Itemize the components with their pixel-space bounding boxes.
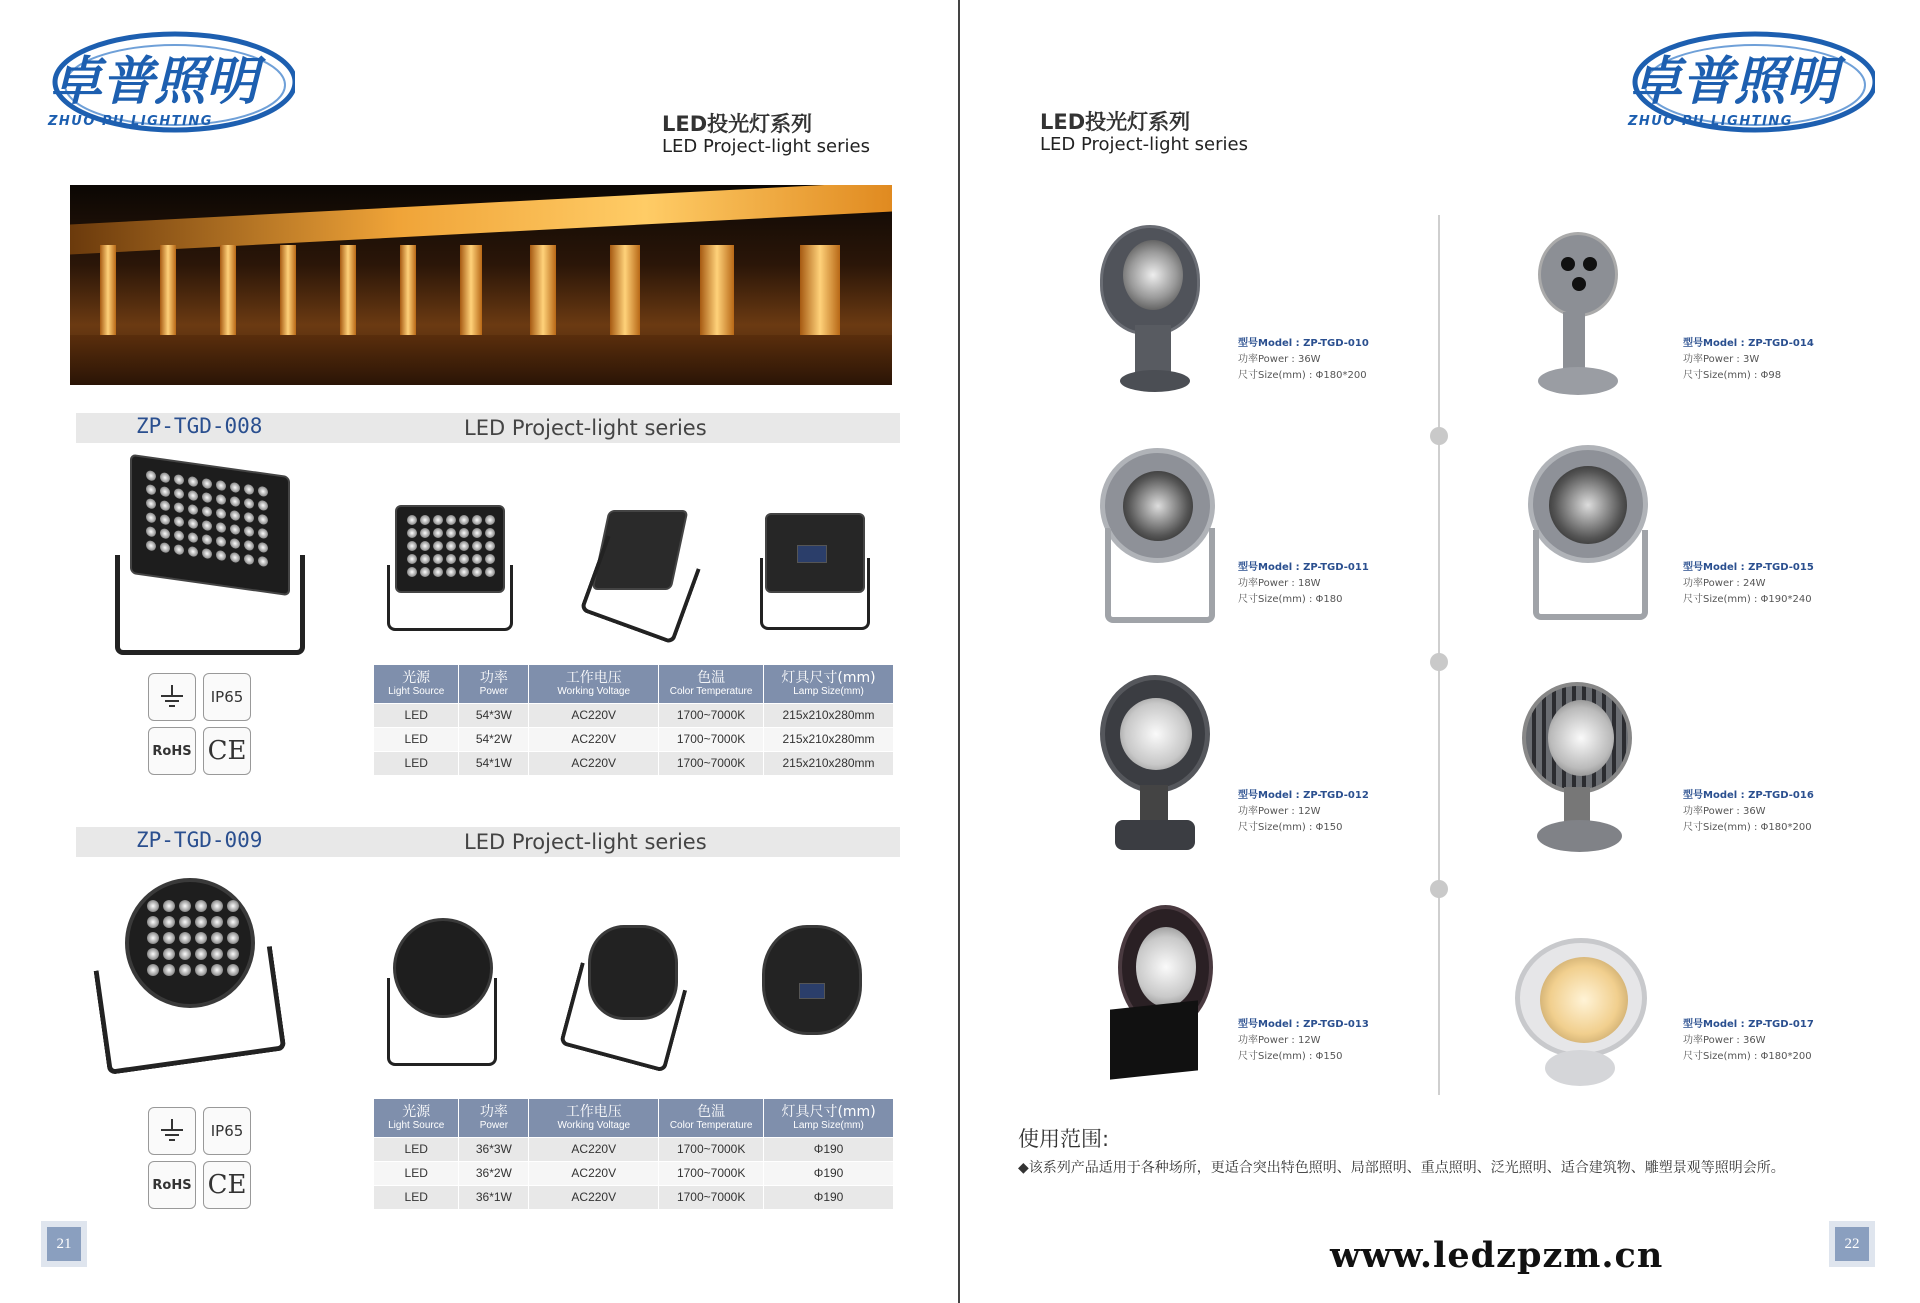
product-size: 尺寸Size(mm) : Φ150 <box>1238 822 1343 833</box>
section-model: ZP-TGD-008 <box>136 414 263 438</box>
product-image-013 <box>1108 905 1218 1077</box>
table-cell: 54*1W <box>459 751 529 775</box>
column-header: 工作电压 Working Voltage <box>529 1099 659 1137</box>
ground-icon <box>148 673 196 721</box>
series-title-cn: LED投光灯系列 <box>662 112 813 136</box>
series-title-cn: LED投光灯系列 <box>1040 110 1191 134</box>
divider-dot <box>1430 653 1448 671</box>
divider-dot <box>1430 427 1448 445</box>
product-image-side-009 <box>548 925 703 1065</box>
left-page <box>0 0 958 1303</box>
table-cell: LED <box>374 727 459 751</box>
product-image-012 <box>1100 675 1215 855</box>
column-header: 灯具尺寸(mm) Lamp Size(mm) <box>764 665 894 703</box>
product-spec-015 <box>1683 560 1814 608</box>
table-header-row <box>374 1099 894 1137</box>
series-title-en: LED Project-light series <box>662 136 870 157</box>
divider-dot <box>1430 880 1448 898</box>
product-power: 功率Power : 12W <box>1238 1035 1321 1046</box>
section-model: ZP-TGD-009 <box>136 828 263 852</box>
table-cell: LED <box>374 703 459 727</box>
table-cell: 215x210x280mm <box>764 727 894 751</box>
table-cell: AC220V <box>529 1185 659 1209</box>
brand-name-en: ZHUO PU LIGHTING <box>1628 114 1793 129</box>
brand-logo <box>40 30 295 140</box>
table-cell: LED <box>374 1137 459 1161</box>
table-row <box>374 1137 894 1161</box>
column-header: 光源 Light Source <box>374 665 459 703</box>
usage-title: 使用范围: <box>1018 1127 1110 1151</box>
rohs-badge: RoHS <box>148 727 196 775</box>
table-cell: AC220V <box>529 703 659 727</box>
section-name: LED Project-light series <box>464 830 707 854</box>
product-image-014 <box>1528 232 1628 400</box>
product-image-010 <box>1100 225 1200 395</box>
column-header: 功率 Power <box>459 1099 529 1137</box>
table-cell: 54*2W <box>459 727 529 751</box>
product-image-015 <box>1528 445 1653 625</box>
table-cell: 215x210x280mm <box>764 703 894 727</box>
product-image-main-009 <box>100 878 325 1068</box>
product-size: 尺寸Size(mm) : Φ98 <box>1683 370 1782 381</box>
table-row <box>374 1185 894 1209</box>
series-title-en: LED Project-light series <box>1040 134 1248 155</box>
ip65-badge: IP65 <box>203 1107 251 1155</box>
ground-icon <box>148 1107 196 1155</box>
product-size: 尺寸Size(mm) : Φ180*200 <box>1683 822 1812 833</box>
table-cell: Φ190 <box>764 1185 894 1209</box>
product-spec-011 <box>1238 560 1369 608</box>
table-row <box>374 751 894 775</box>
ce-badge: CE <box>203 727 251 775</box>
product-size: 尺寸Size(mm) : Φ150 <box>1238 1051 1343 1062</box>
product-model: 型号Model : ZP-TGD-013 <box>1238 1019 1369 1030</box>
table-cell: AC220V <box>529 1137 659 1161</box>
table-cell: 215x210x280mm <box>764 751 894 775</box>
product-size: 尺寸Size(mm) : Φ180*200 <box>1683 1051 1812 1062</box>
table-cell: 54*3W <box>459 703 529 727</box>
column-header: 色温 Color Temperature <box>659 1099 764 1137</box>
product-model: 型号Model : ZP-TGD-015 <box>1683 562 1814 573</box>
product-power: 功率Power : 36W <box>1683 1035 1766 1046</box>
table-cell: Φ190 <box>764 1137 894 1161</box>
product-size: 尺寸Size(mm) : Φ180*200 <box>1238 370 1367 381</box>
product-model: 型号Model : ZP-TGD-017 <box>1683 1019 1814 1030</box>
table-cell: 1700~7000K <box>659 703 764 727</box>
website-url: www.ledzpzm.cn <box>1330 1235 1664 1276</box>
page-number: 21 <box>47 1227 81 1261</box>
table-cell: LED <box>374 1185 459 1209</box>
column-header: 色温 Color Temperature <box>659 665 764 703</box>
rohs-badge: RoHS <box>148 1161 196 1209</box>
table-cell: 1700~7000K <box>659 1185 764 1209</box>
product-image-front-008 <box>385 505 515 633</box>
product-image-back-008 <box>760 508 870 633</box>
spec-table-009 <box>374 1099 894 1209</box>
product-image-front-009 <box>385 918 500 1068</box>
table-cell: 36*1W <box>459 1185 529 1209</box>
product-size: 尺寸Size(mm) : Φ180 <box>1238 594 1343 605</box>
table-cell: 1700~7000K <box>659 727 764 751</box>
section-name: LED Project-light series <box>464 416 707 440</box>
table-cell: AC220V <box>529 1161 659 1185</box>
product-spec-012 <box>1238 788 1369 836</box>
product-power: 功率Power : 36W <box>1683 806 1766 817</box>
product-image-main-008 <box>110 465 310 660</box>
spec-table-008 <box>374 665 894 775</box>
product-model: 型号Model : ZP-TGD-010 <box>1238 338 1369 349</box>
ce-badge: CE <box>203 1161 251 1209</box>
product-power: 功率Power : 24W <box>1683 578 1766 589</box>
brand-logo <box>1620 30 1875 140</box>
column-header: 工作电压 Working Voltage <box>529 665 659 703</box>
ip65-badge: IP65 <box>203 673 251 721</box>
table-cell: LED <box>374 1161 459 1185</box>
table-cell: Φ190 <box>764 1161 894 1185</box>
product-power: 功率Power : 18W <box>1238 578 1321 589</box>
brand-name-cn: 卓普照明 <box>1630 52 1839 112</box>
table-cell: 1700~7000K <box>659 1161 764 1185</box>
column-header: 光源 Light Source <box>374 1099 459 1137</box>
banner-image <box>70 185 892 385</box>
usage-text: ◆该系列产品适用于各种场所，更适合突出特色照明、局部照明、重点照明、泛光照明、适合建筑物、雕塑景观等照明会所。 <box>1018 1160 1785 1176</box>
table-cell: 36*2W <box>459 1161 529 1185</box>
product-spec-017 <box>1683 1017 1814 1065</box>
product-spec-014 <box>1683 336 1814 384</box>
column-header: 灯具尺寸(mm) Lamp Size(mm) <box>764 1099 894 1137</box>
table-row <box>374 703 894 727</box>
product-image-016 <box>1522 682 1637 857</box>
page-number: 22 <box>1835 1227 1869 1261</box>
product-power: 功率Power : 12W <box>1238 806 1321 817</box>
product-image-side-008 <box>590 500 700 632</box>
section-header-009 <box>76 827 900 857</box>
product-spec-010 <box>1238 336 1369 384</box>
column-header: 功率 Power <box>459 665 529 703</box>
right-page <box>960 0 1920 1303</box>
product-spec-016 <box>1683 788 1814 836</box>
product-model: 型号Model : ZP-TGD-012 <box>1238 790 1369 801</box>
product-model: 型号Model : ZP-TGD-014 <box>1683 338 1814 349</box>
section-header-008 <box>76 413 900 443</box>
table-cell: 1700~7000K <box>659 751 764 775</box>
table-cell: 36*3W <box>459 1137 529 1161</box>
table-cell: 1700~7000K <box>659 1137 764 1161</box>
brand-name-en: ZHUO PU LIGHTING <box>48 114 213 129</box>
product-image-017 <box>1515 938 1650 1090</box>
table-row <box>374 1161 894 1185</box>
table-cell: AC220V <box>529 727 659 751</box>
table-row <box>374 727 894 751</box>
table-header-row <box>374 665 894 703</box>
product-model: 型号Model : ZP-TGD-011 <box>1238 562 1369 573</box>
product-power: 功率Power : 3W <box>1683 354 1760 365</box>
table-cell: AC220V <box>529 751 659 775</box>
product-power: 功率Power : 36W <box>1238 354 1321 365</box>
product-spec-013 <box>1238 1017 1369 1065</box>
product-size: 尺寸Size(mm) : Φ190*240 <box>1683 594 1812 605</box>
product-model: 型号Model : ZP-TGD-016 <box>1683 790 1814 801</box>
brand-name-cn: 卓普照明 <box>50 52 259 112</box>
table-cell: LED <box>374 751 459 775</box>
product-image-back-009 <box>760 925 865 1065</box>
product-image-011 <box>1100 448 1220 628</box>
